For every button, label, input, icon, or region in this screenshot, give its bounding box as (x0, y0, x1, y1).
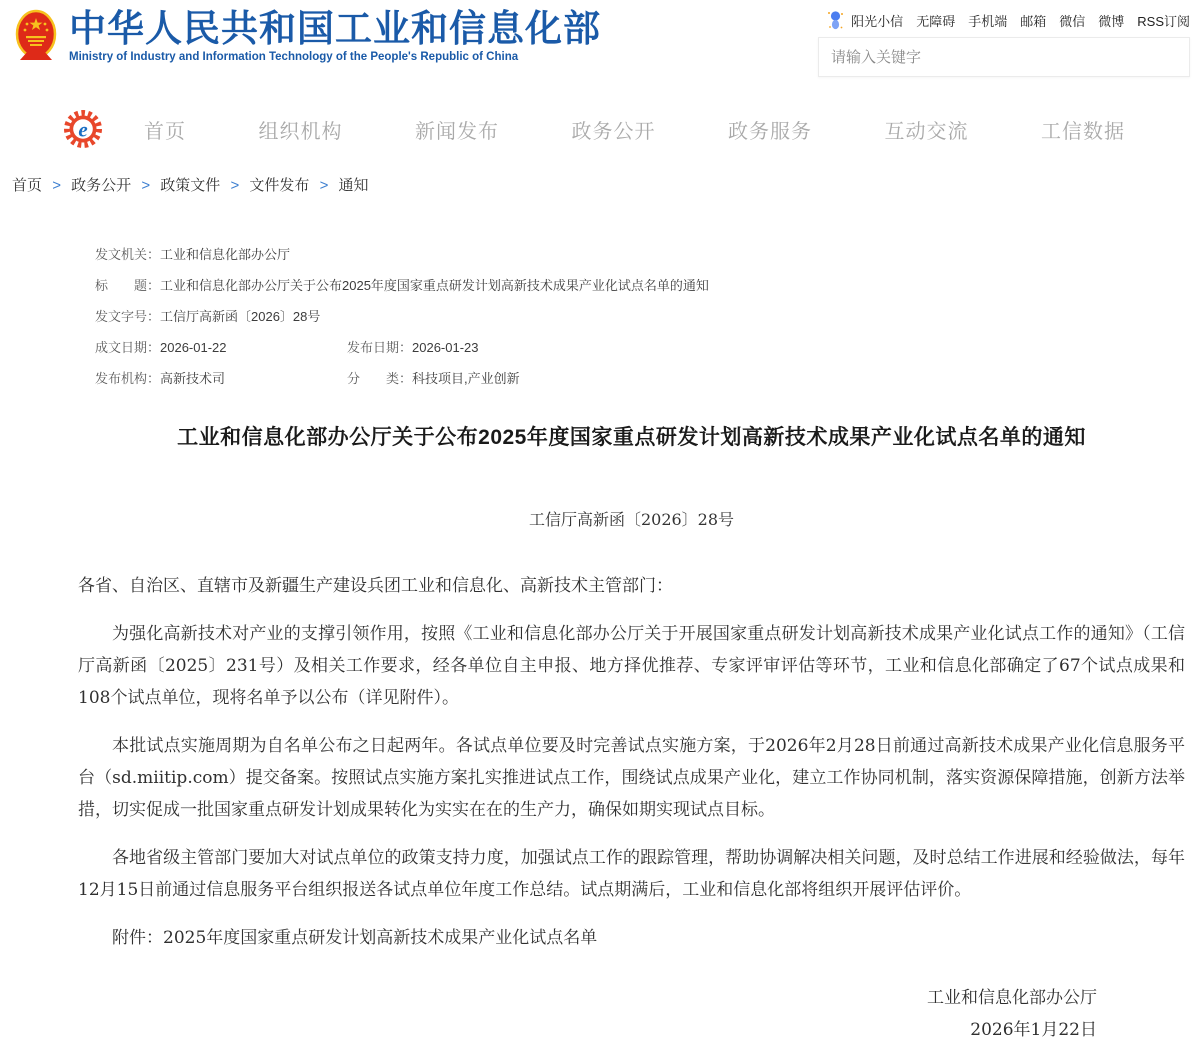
doc-paragraph: 为强化高新技术对产业的支撑引领作用，按照《工业和信息化部办公厅关于开展国家重点研发计划高新技术成果产业化试点工作的通知》（工信厅高新函〔2025〕231号）及相关工作要求，经各单位自主申报、地方择优推荐、专家评审评估等环节，工业和信息化部确定了67个试点成果和108个试点单位，现将名单予以公布（详见附件）。 (78, 624, 1185, 709)
mascot-icon (827, 10, 844, 30)
document-page (0, 247, 1200, 1046)
document-meta (95, 247, 1185, 387)
nav-item-gov-services[interactable]: 政务服务 (728, 120, 812, 143)
meta-label: 标 题： (95, 277, 161, 293)
breadcrumb-separator: > (319, 177, 329, 194)
top-link-sunshine[interactable]: 阳光小信 (851, 13, 904, 29)
meta-row-org-category (95, 371, 1185, 388)
doc-sign-date: 2026年1月22日 (970, 1020, 1097, 1041)
breadcrumb-separator: > (52, 177, 61, 194)
site-title: 中华人民共和国工业和信息化部 (69, 7, 601, 49)
meta-value: 工业和信息化部办公厅 (160, 247, 291, 262)
page-title: 工业和信息化部办公厅关于公布2025年度国家重点研发计划高新技术成果产业化试点名单的通知 (177, 426, 1086, 450)
national-emblem-icon (15, 8, 57, 64)
site-brand[interactable] (15, 8, 601, 64)
meta-label: 分 类： (347, 370, 413, 386)
meta-value: 工业和信息化部办公厅关于公布2025年度国家重点研发计划高新技术成果产业化试点名单的通知 (160, 277, 709, 293)
doc-paragraph: 本批试点实施周期为自名单公布之日起两年。各试点单位要及时完善试点实施方案，于2026年2月28日前通过高新技术成果产业化信息服务平台（sd.miitip.com）提交备案。按照试点实施方案扎实推进试点工作，围绕试点成果产业化，建立工作协同机制，落实资源保障措施，创新方法举措，切实促成一批国家重点研发计划成果转化为实实在在的生产力，确保如期实现试点目标。 (78, 736, 1185, 821)
doc-signature (78, 982, 1185, 1046)
meta-label: 发布日期： (347, 339, 413, 355)
doc-reference-number: 工信厅高新函〔2026〕28号 (528, 510, 735, 530)
search-box (818, 37, 1190, 77)
nav-item-news[interactable]: 新闻发布 (415, 120, 499, 143)
top-link-accessibility[interactable]: 无障碍 (916, 13, 956, 29)
breadcrumb-home[interactable]: 首页 (12, 177, 43, 194)
meta-label: 发文机关： (95, 247, 161, 262)
search-input[interactable] (818, 37, 1190, 77)
meta-value: 科技项目,产业创新 (412, 370, 520, 386)
breadcrumb-notice[interactable]: 通知 (338, 177, 369, 194)
meta-row-issuing-org (95, 247, 1185, 264)
meta-value: 2026-01-23 (412, 339, 479, 355)
meta-label: 成文日期： (95, 339, 161, 355)
breadcrumb-policy-docs[interactable]: 政策文件 (160, 177, 221, 194)
top-link-rss[interactable]: RSS订阅 (1137, 13, 1190, 29)
meta-label: 发文字号： (95, 308, 161, 324)
breadcrumb (0, 160, 1200, 205)
breadcrumb-separator: > (141, 177, 151, 194)
main-nav (0, 98, 1200, 160)
meta-value: 工信厅高新函〔2026〕28号 (160, 308, 321, 324)
nav-item-home[interactable]: 首页 (144, 120, 186, 143)
top-link-wechat[interactable]: 微信 (1059, 13, 1086, 29)
meta-value: 高新技术司 (160, 370, 226, 386)
doc-signer: 工业和信息化部办公厅 (927, 988, 1097, 1009)
meta-label: 发布机构： (95, 370, 161, 386)
nav-item-miit-data[interactable]: 工信数据 (1041, 120, 1125, 143)
meta-row-dates (95, 340, 1185, 357)
doc-attachment-line[interactable]: 附件：2025年度国家重点研发计划高新技术成果产业化试点名单 (112, 928, 598, 949)
top-link-mobile[interactable]: 手机端 (968, 13, 1008, 29)
top-link-mail[interactable]: 邮箱 (1020, 13, 1047, 29)
miit-gear-icon (62, 108, 104, 150)
svg-text:e: e (78, 117, 88, 142)
breadcrumb-gov-disclosure[interactable]: 政务公开 (71, 177, 132, 194)
meta-row-title (95, 278, 1185, 295)
site-subtitle: Ministry of Industry and Information Technology of the People's Republic of China (69, 51, 519, 64)
breadcrumb-separator: > (230, 177, 240, 194)
doc-paragraph: 各地省级主管部门要加大对试点单位的政策支持力度，加强试点工作的跟踪管理，帮助协调解决相关问题，及时总结工作进展和经验做法，每年12月15日前通过信息服务平台组织报送各试点单位年度工作总结。试点期满后，工业和信息化部将组织开展评估评价。 (78, 848, 1185, 901)
top-utility-links (818, 10, 1190, 30)
doc-body (78, 570, 1185, 954)
nav-item-organization[interactable]: 组织机构 (258, 120, 343, 143)
nav-item-interaction[interactable]: 互动交流 (884, 120, 969, 143)
top-link-weibo[interactable]: 微博 (1098, 13, 1125, 29)
breadcrumb-doc-release[interactable]: 文件发布 (249, 177, 310, 194)
meta-value: 2026-01-22 (160, 339, 227, 355)
site-header (0, 0, 1200, 90)
nav-item-gov-disclosure[interactable]: 政务公开 (571, 120, 656, 143)
meta-row-doc-number (95, 309, 1185, 326)
doc-salutation: 各省、自治区、直辖市及新疆生产建设兵团工业和信息化、高新技术主管部门： (78, 576, 673, 597)
